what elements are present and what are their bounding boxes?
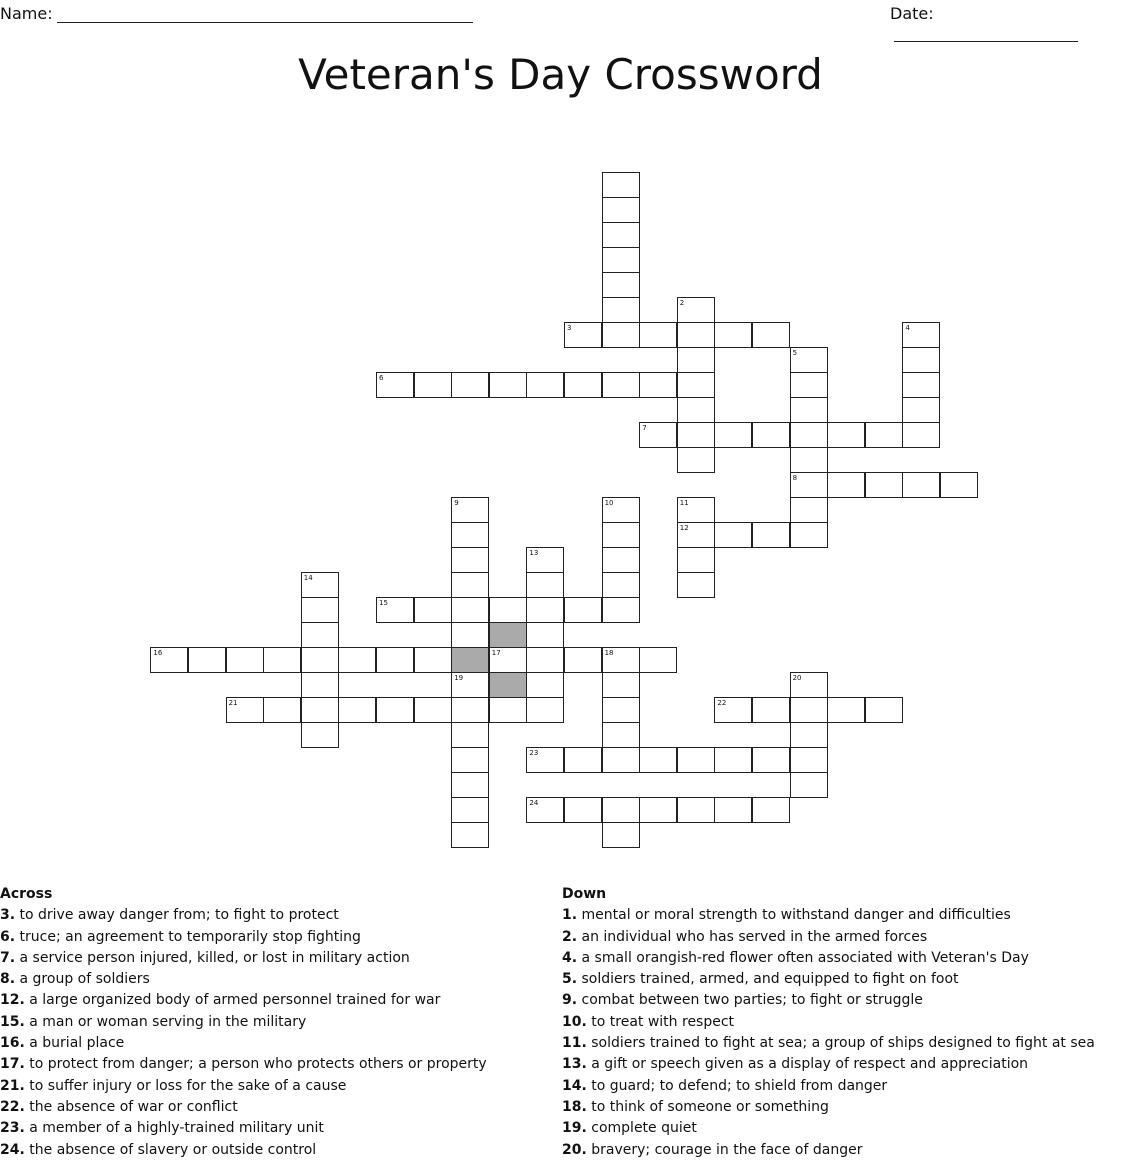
grid-cell[interactable] xyxy=(414,372,452,398)
grid-cell[interactable] xyxy=(677,322,715,348)
grid-cell[interactable] xyxy=(564,372,602,398)
grid-cell[interactable] xyxy=(902,322,940,348)
clue-text: to suffer injury or loss for the sake of a cause xyxy=(29,1077,347,1094)
grid-cell[interactable] xyxy=(714,797,752,823)
grid-cell[interactable] xyxy=(677,347,715,373)
clue-number: 10. xyxy=(562,1013,587,1030)
grid-cell[interactable] xyxy=(714,522,752,548)
grid-cell[interactable] xyxy=(752,322,790,348)
grid-cell[interactable] xyxy=(865,422,903,448)
grid-cell[interactable] xyxy=(790,747,828,773)
grid-cell-shaded xyxy=(489,672,527,698)
grid-cell[interactable] xyxy=(376,647,414,673)
grid-cell[interactable] xyxy=(639,647,677,673)
across-clue xyxy=(0,948,550,969)
clue-number: 10 xyxy=(604,499,614,507)
grid-cell[interactable] xyxy=(827,422,865,448)
clue-number: 22. xyxy=(0,1098,25,1115)
clue-number: 13 xyxy=(529,549,539,557)
clue-number: 24. xyxy=(0,1141,25,1158)
grid-cell[interactable] xyxy=(752,522,790,548)
grid-cell[interactable] xyxy=(602,697,640,723)
grid-cell[interactable] xyxy=(677,522,715,548)
grid-cell[interactable] xyxy=(602,822,640,848)
down-clue xyxy=(562,1118,1121,1139)
down-clues xyxy=(562,884,1121,1161)
clue-number: 18. xyxy=(562,1098,587,1115)
grid-cell[interactable] xyxy=(602,522,640,548)
grid-cell[interactable] xyxy=(752,697,790,723)
grid-cell[interactable] xyxy=(827,697,865,723)
clue-number: 14 xyxy=(303,574,313,582)
grid-cell[interactable] xyxy=(677,747,715,773)
grid-cell[interactable] xyxy=(451,547,489,573)
clue-number: 12 xyxy=(679,524,689,532)
grid-cell[interactable] xyxy=(489,372,527,398)
grid-cell[interactable] xyxy=(489,597,527,623)
clue-text: a group of soldiers xyxy=(19,971,150,988)
grid-cell[interactable] xyxy=(714,422,752,448)
down-clue xyxy=(562,1140,1121,1161)
grid-cell[interactable] xyxy=(790,772,828,798)
grid-cell[interactable] xyxy=(602,222,640,248)
clue-text: soldiers trained, armed, and equipped to fight on foot xyxy=(581,971,959,988)
clue-number: 9 xyxy=(454,499,459,507)
grid-cell[interactable] xyxy=(188,647,226,673)
grid-cell[interactable] xyxy=(226,647,264,673)
grid-cell[interactable] xyxy=(677,797,715,823)
clue-number: 20. xyxy=(562,1141,587,1158)
grid-cell[interactable] xyxy=(526,597,564,623)
across-clue xyxy=(0,1012,550,1033)
grid-cell[interactable] xyxy=(338,697,376,723)
grid-cell[interactable] xyxy=(489,697,527,723)
across-clue xyxy=(0,990,550,1011)
grid-cell[interactable] xyxy=(790,472,828,498)
grid-cell[interactable] xyxy=(451,372,489,398)
grid-cell[interactable] xyxy=(714,322,752,348)
clue-text: a member of a highly-trained military unit xyxy=(29,1120,324,1137)
grid-cell[interactable] xyxy=(639,322,677,348)
clue-text: bravery; courage in the face of danger xyxy=(591,1141,863,1158)
grid-cell[interactable] xyxy=(790,397,828,423)
grid-cell-shaded xyxy=(489,622,527,648)
grid-cell[interactable] xyxy=(602,497,640,523)
grid-cell[interactable] xyxy=(677,422,715,448)
grid-cell[interactable] xyxy=(301,622,339,648)
grid-cell[interactable] xyxy=(602,597,640,623)
clue-number: 22 xyxy=(717,699,727,707)
grid-cell[interactable] xyxy=(677,397,715,423)
clue-number: 6. xyxy=(0,928,16,945)
grid-cell[interactable] xyxy=(564,597,602,623)
grid-cell[interactable] xyxy=(564,747,602,773)
clue-number: 11 xyxy=(679,499,689,507)
across-clues xyxy=(0,884,550,1161)
clue-number: 12. xyxy=(0,992,25,1009)
clue-text: a small orangish-red flower often associated with Veteran's Day xyxy=(581,949,1029,966)
grid-cell[interactable] xyxy=(451,797,489,823)
grid-cell[interactable] xyxy=(865,697,903,723)
clue-number: 16 xyxy=(153,649,163,657)
clue-number: 6 xyxy=(379,374,384,382)
grid-cell[interactable] xyxy=(602,722,640,748)
clue-text: truce; an agreement to temporarily stop fighting xyxy=(19,928,361,945)
clue-text: combat between two parties; to fight or struggle xyxy=(581,992,923,1009)
grid-cell-shaded xyxy=(451,647,489,673)
grid-cell[interactable] xyxy=(526,797,564,823)
clue-number: 19. xyxy=(562,1120,587,1137)
grid-cell[interactable] xyxy=(526,647,564,673)
clue-number: 3 xyxy=(567,324,572,332)
grid-cell[interactable] xyxy=(752,747,790,773)
grid-cell[interactable] xyxy=(451,697,489,723)
across-clue xyxy=(0,1097,550,1118)
clue-number: 7. xyxy=(0,949,16,966)
clue-text: the absence of war or conflict xyxy=(29,1098,238,1115)
clue-text: to guard; to defend; to shield from danger xyxy=(591,1077,888,1094)
grid-cell[interactable] xyxy=(714,697,752,723)
grid-cell[interactable] xyxy=(790,447,828,473)
grid-cell[interactable] xyxy=(451,672,489,698)
grid-cell[interactable] xyxy=(714,747,752,773)
down-clue xyxy=(562,1054,1121,1075)
grid-cell[interactable] xyxy=(489,647,527,673)
clue-number: 11. xyxy=(562,1035,587,1052)
grid-cell[interactable] xyxy=(602,272,640,298)
grid-cell[interactable] xyxy=(790,522,828,548)
clue-text: complete quiet xyxy=(591,1120,697,1137)
grid-cell[interactable] xyxy=(451,747,489,773)
grid-cell[interactable] xyxy=(526,747,564,773)
date-line[interactable] xyxy=(894,25,1078,42)
clue-number: 8. xyxy=(0,971,16,988)
across-clue xyxy=(0,1033,550,1054)
grid-cell[interactable] xyxy=(301,597,339,623)
grid-cell[interactable] xyxy=(677,497,715,523)
down-clue xyxy=(562,927,1121,948)
grid-cell[interactable] xyxy=(150,647,188,673)
grid-cell[interactable] xyxy=(902,372,940,398)
clue-number: 3. xyxy=(0,907,16,924)
clue-number: 17. xyxy=(0,1056,25,1073)
grid-cell[interactable] xyxy=(226,697,264,723)
clue-number: 14. xyxy=(562,1077,587,1094)
clue-text: a gift or speech given as a display of respect and appreciation xyxy=(591,1056,1029,1073)
grid-cell[interactable] xyxy=(526,697,564,723)
grid-cell[interactable] xyxy=(790,672,828,698)
grid-cell[interactable] xyxy=(526,572,564,598)
grid-cell[interactable] xyxy=(677,572,715,598)
clue-text: an individual who has served in the armed forces xyxy=(581,928,928,945)
down-heading: Down xyxy=(562,886,607,902)
clue-number: 9. xyxy=(562,992,578,1009)
clue-number: 24 xyxy=(529,799,539,807)
clue-text: to treat with respect xyxy=(591,1013,735,1030)
grid-cell[interactable] xyxy=(376,597,414,623)
grid-cell[interactable] xyxy=(790,347,828,373)
grid-cell[interactable] xyxy=(301,647,339,673)
grid-cell[interactable] xyxy=(639,372,677,398)
grid-cell[interactable] xyxy=(602,547,640,573)
grid-cell[interactable] xyxy=(677,297,715,323)
grid-cell[interactable] xyxy=(602,297,640,323)
across-clue xyxy=(0,905,550,926)
grid-cell[interactable] xyxy=(865,472,903,498)
grid-cell[interactable] xyxy=(940,472,978,498)
grid-cell[interactable] xyxy=(602,572,640,598)
clue-number: 21 xyxy=(228,699,238,707)
grid-cell[interactable] xyxy=(526,672,564,698)
grid-cell[interactable] xyxy=(263,697,301,723)
clue-text: a large organized body of armed personnel trained for war xyxy=(29,992,441,1009)
clue-number: 1. xyxy=(562,907,578,924)
clue-number: 17 xyxy=(491,649,501,657)
grid-cell[interactable] xyxy=(602,647,640,673)
across-clue xyxy=(0,969,550,990)
grid-cell[interactable] xyxy=(790,422,828,448)
clue-number: 18 xyxy=(604,649,614,657)
grid-cell[interactable] xyxy=(451,772,489,798)
clue-number: 4. xyxy=(562,949,578,966)
clue-text: mental or moral strength to withstand danger and difficulties xyxy=(581,907,1011,924)
page-title: Veteran's Day Crossword xyxy=(298,50,823,99)
grid-cell[interactable] xyxy=(301,722,339,748)
grid-cell[interactable] xyxy=(902,397,940,423)
down-clue xyxy=(562,905,1121,926)
clue-number: 23 xyxy=(529,749,539,757)
date-label: Date: xyxy=(890,4,934,23)
across-clue xyxy=(0,1118,550,1139)
grid-cell[interactable] xyxy=(639,797,677,823)
across-heading: Across xyxy=(0,886,53,902)
down-clue xyxy=(562,948,1121,969)
grid-cell[interactable] xyxy=(752,797,790,823)
clue-number: 7 xyxy=(642,424,647,432)
grid-cell[interactable] xyxy=(902,422,940,448)
name-field[interactable] xyxy=(0,4,473,23)
grid-cell[interactable] xyxy=(639,422,677,448)
grid-cell[interactable] xyxy=(301,672,339,698)
across-clue xyxy=(0,1076,550,1097)
clue-text: a man or woman serving in the military xyxy=(29,1013,307,1030)
grid-cell[interactable] xyxy=(639,747,677,773)
clue-text: to protect from danger; a person who protects others or property xyxy=(29,1056,487,1073)
grid-cell[interactable] xyxy=(414,697,452,723)
clue-text: to think of someone or something xyxy=(591,1098,829,1115)
clue-number: 5 xyxy=(792,349,798,357)
grid-cell[interactable] xyxy=(414,597,452,623)
grid-cell[interactable] xyxy=(602,197,640,223)
grid-cell[interactable] xyxy=(902,347,940,373)
down-clue xyxy=(562,990,1121,1011)
down-clue xyxy=(562,1097,1121,1118)
grid-cell[interactable] xyxy=(451,822,489,848)
grid-cell[interactable] xyxy=(677,547,715,573)
grid-cell[interactable] xyxy=(602,172,640,198)
across-clue xyxy=(0,1140,550,1161)
grid-cell[interactable] xyxy=(376,372,414,398)
grid-cell[interactable] xyxy=(790,722,828,748)
grid-cell[interactable] xyxy=(602,247,640,273)
grid-cell[interactable] xyxy=(790,372,828,398)
grid-cell[interactable] xyxy=(414,647,452,673)
clue-number: 2. xyxy=(562,928,578,945)
down-clue xyxy=(562,969,1121,990)
clue-number: 23. xyxy=(0,1120,25,1137)
grid-cell[interactable] xyxy=(376,697,414,723)
clue-number: 20 xyxy=(792,674,802,682)
across-clue-list xyxy=(0,905,550,1161)
grid-cell[interactable] xyxy=(451,572,489,598)
across-clue xyxy=(0,1054,550,1075)
grid-cell[interactable] xyxy=(526,372,564,398)
clue-text: soldiers trained to fight at sea; a group of ships designed to fight at sea xyxy=(591,1035,1095,1052)
grid-cell[interactable] xyxy=(677,372,715,398)
clue-number: 15 xyxy=(379,599,388,607)
grid-cell[interactable] xyxy=(602,672,640,698)
grid-cell[interactable] xyxy=(338,647,376,673)
grid-cell[interactable] xyxy=(602,797,640,823)
grid-cell[interactable] xyxy=(564,322,602,348)
grid-cell[interactable] xyxy=(564,647,602,673)
grid-cell[interactable] xyxy=(263,647,301,673)
grid-cell[interactable] xyxy=(451,597,489,623)
clue-number: 13. xyxy=(562,1056,587,1073)
grid-cell[interactable] xyxy=(602,372,640,398)
down-clue xyxy=(562,1076,1121,1097)
grid-cell[interactable] xyxy=(526,547,564,573)
clue-number: 8 xyxy=(792,474,798,482)
grid-cell[interactable] xyxy=(752,422,790,448)
down-clue-list xyxy=(562,905,1121,1161)
date-field[interactable] xyxy=(890,4,1121,42)
across-clue xyxy=(0,927,550,948)
grid-cell[interactable] xyxy=(790,697,828,723)
grid-cell[interactable] xyxy=(526,622,564,648)
grid-cell[interactable] xyxy=(301,697,339,723)
clue-text: a service person injured, killed, or lost in military action xyxy=(19,949,410,966)
grid-cell[interactable] xyxy=(451,497,489,523)
grid-cell[interactable] xyxy=(451,722,489,748)
grid-cell[interactable] xyxy=(564,797,602,823)
clue-number: 19 xyxy=(454,674,464,682)
down-clue xyxy=(562,1033,1121,1054)
grid-cell[interactable] xyxy=(602,747,640,773)
grid-cell[interactable] xyxy=(677,447,715,473)
grid-cell[interactable] xyxy=(451,522,489,548)
grid-cell[interactable] xyxy=(827,472,865,498)
name-line[interactable] xyxy=(57,6,473,23)
down-clue xyxy=(562,1012,1121,1033)
clue-number: 21. xyxy=(0,1077,25,1094)
clue-number: 16. xyxy=(0,1035,25,1052)
clue-number: 5. xyxy=(562,971,578,988)
clue-number: 2 xyxy=(679,299,685,307)
grid-cell[interactable] xyxy=(602,322,640,348)
grid-cell[interactable] xyxy=(451,622,489,648)
clue-text: a burial place xyxy=(29,1035,125,1052)
grid-cell[interactable] xyxy=(301,572,339,598)
grid-cell[interactable] xyxy=(902,472,940,498)
name-label: Name: xyxy=(0,4,53,23)
clue-text: to drive away danger from; to fight to protect xyxy=(19,907,339,924)
clue-number: 4 xyxy=(905,324,910,332)
clue-number: 15. xyxy=(0,1013,25,1030)
clue-text: the absence of slavery or outside control xyxy=(29,1141,317,1158)
grid-cell[interactable] xyxy=(790,497,828,523)
